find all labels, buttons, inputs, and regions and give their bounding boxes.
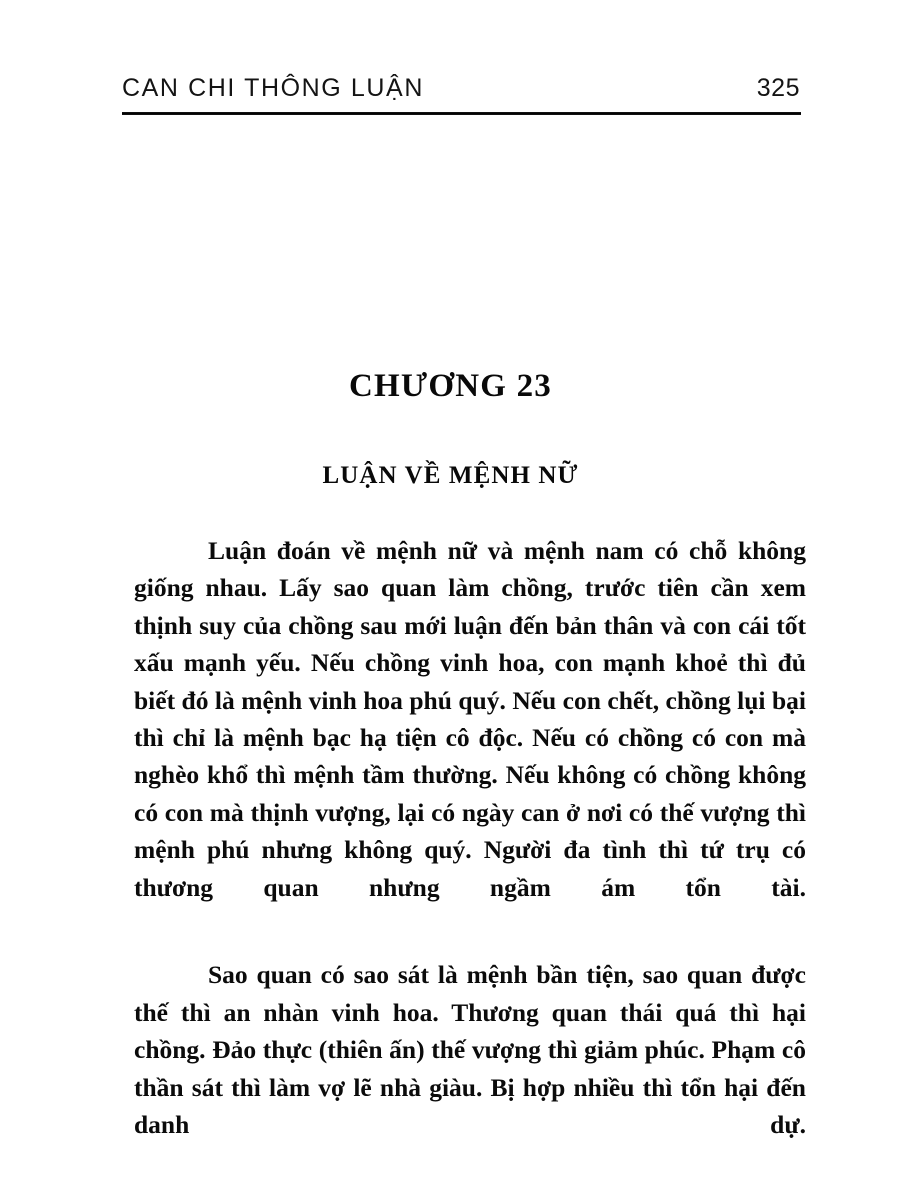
page-number: 325 <box>756 74 800 102</box>
running-header-title: CAN CHI THÔNG LUẬN <box>122 74 424 102</box>
chapter-subtitle: LUẬN VỀ MỆNH NỮ <box>322 462 579 489</box>
body-paragraph: Luận đoán về mệnh nữ và mệnh nam có chỗ không giống nhau. Lấy sao quan làm chồng, trước tiên cần xem thịnh suy của chồng sau mới luận đến bản thân và con cái tốt xấu mạnh yếu. Nếu chồng vinh hoa, con mạnh khoẻ thì đủ biết đó là mệnh vinh hoa phú quý. Nếu con chết, chồng lụi bại thì chỉ là mệnh bạc hạ tiện cô độc. Nếu có chồng có con mà nghèo khổ thì mệnh tầm thường. Nếu không có chồng không có con mà thịnh vượng, lại có ngày can ở nơi có thế vượng thì mệnh phú nhưng không quý. Người đa tình thì tứ trụ có thương quan nhưng ngầm ám tổn tài. <box>134 536 806 902</box>
chapter-title: CHƯƠNG 23 <box>349 368 552 404</box>
header-divider-rule <box>122 112 801 115</box>
body-text-block <box>134 532 806 1181</box>
running-header <box>122 74 800 103</box>
body-paragraph: Sao quan có sao sát là mệnh bần tiện, sao quan được thế thì an nhàn vinh hoa. Thương quan thái quá thì hại chồng. Đảo thực (thiên ấn) thế vượng thì giảm phúc. Phạm cô thần sát thì làm vợ lẽ nhà giàu. Bị hợp nhiều thì tổn hại đến danh dự. <box>134 960 806 1140</box>
